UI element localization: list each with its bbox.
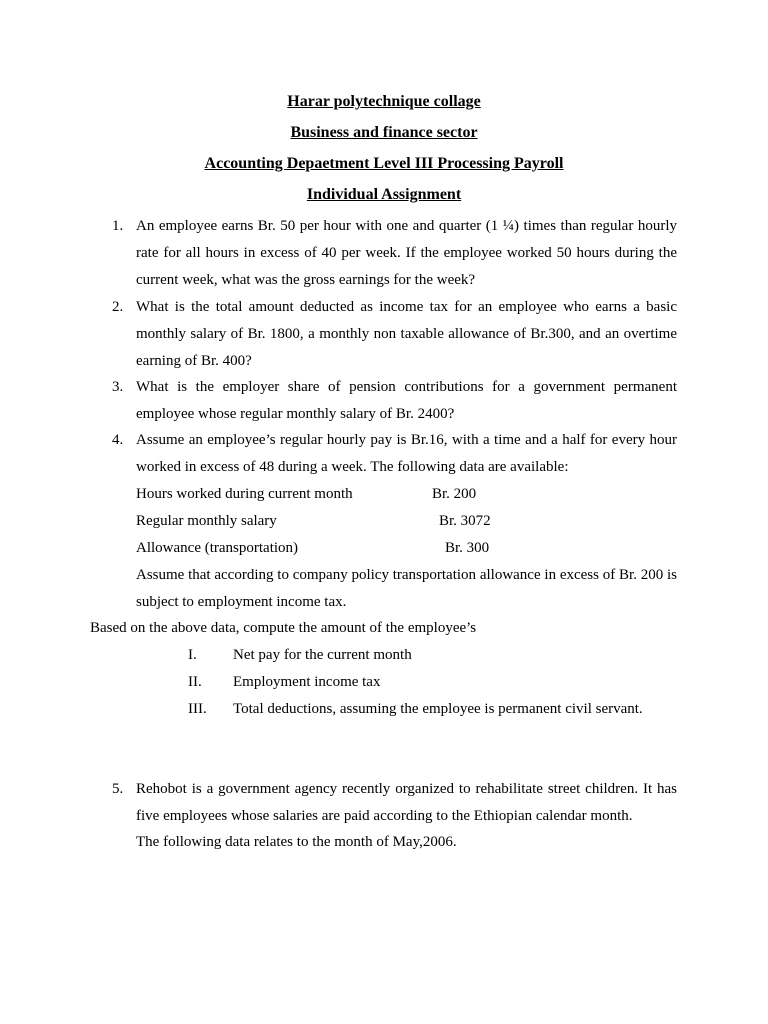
compute-intro: Based on the above data, compute the amount of the employee’s — [90, 620, 477, 636]
question-3-number: 3. — [112, 379, 124, 395]
data-label-salary: Regular monthly salary — [136, 513, 277, 529]
school-title: Harar polytechnique collage — [287, 93, 481, 110]
question-5-followup: The following data relates to the month of May,2006. — [136, 834, 457, 850]
question-5-number: 5. — [112, 781, 124, 797]
question-4-note: Assume that according to company policy transportation allowance in excess of Br. 200 is subject to employment income tax. — [136, 567, 677, 610]
question-2-number: 2. — [112, 299, 124, 315]
question-2-text: What is the total amount deducted as income tax for an employee who earns a basic monthly salary of Br. 1800, a monthly non taxable allowance of Br.300, and an overtime earning of Br. 400? — [136, 299, 677, 369]
question-1-number: 1. — [112, 218, 124, 234]
sector-title: Business and finance sector — [290, 124, 478, 141]
question-3-text: What is the employer share of pension contributions for a government permanent employee whose regular monthly salary of Br. 2400? — [136, 379, 677, 422]
subitem-1-numeral: I. — [188, 647, 197, 663]
question-5-text: Rehobot is a government agency recently organized to rehabilitate street children. It has five employees whose salaries are paid according to the Ethiopian calendar month. — [136, 781, 677, 824]
data-value-hours: Br. 200 — [432, 486, 477, 502]
question-4-text: Assume an employee’s regular hourly pay is Br.16, with a time and a half for every hour worked in excess of 48 during a week. The following data are available: — [136, 432, 677, 475]
course-title: Accounting Depaetment Level III Processing Payroll — [204, 155, 564, 172]
question-4-number: 4. — [112, 432, 124, 448]
data-value-salary: Br. 3072 — [439, 513, 491, 529]
subitem-3-numeral: III. — [188, 701, 207, 717]
assignment-title: Individual Assignment — [306, 186, 462, 203]
data-value-allowance: Br. 300 — [445, 540, 490, 556]
subitem-3-text: Total deductions, assuming the employee is permanent civil servant. — [233, 701, 643, 717]
data-label-allowance: Allowance (transportation) — [136, 540, 299, 556]
question-1-text: An employee earns Br. 50 per hour with one and quarter (1 ¼) times than regular hourly rate for all hours in excess of 40 per week. If the employee worked 50 hours during the current week, what was the gross earnings for the week? — [136, 218, 677, 288]
data-label-hours: Hours worked during current month — [136, 486, 353, 502]
subitem-2-numeral: II. — [188, 674, 202, 690]
subitem-2-text: Employment income tax — [233, 674, 381, 690]
subitem-1-text: Net pay for the current month — [233, 647, 412, 663]
